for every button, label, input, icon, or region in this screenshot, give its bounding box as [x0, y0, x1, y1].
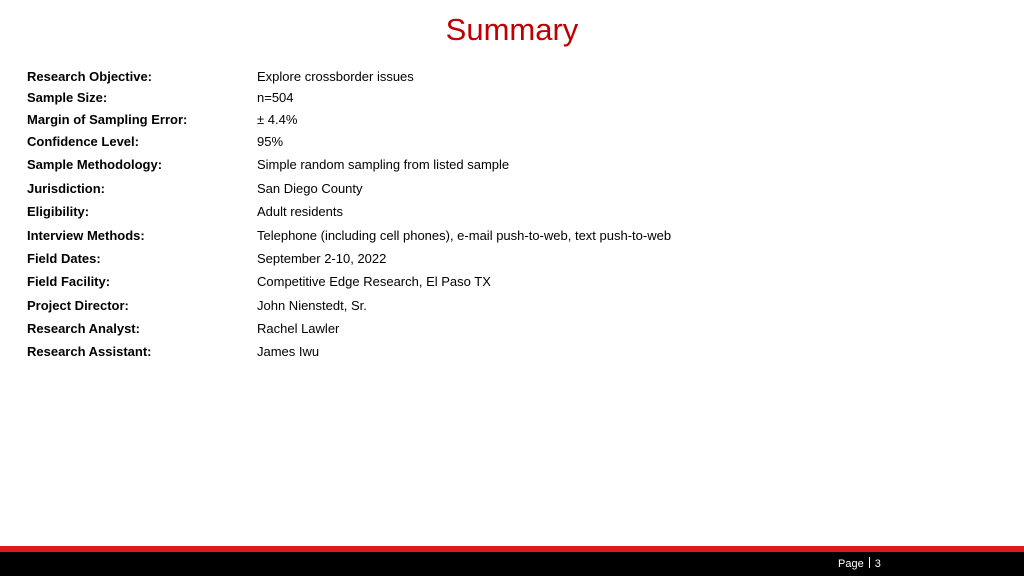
- summary-row: [27, 296, 987, 316]
- row-value: Telephone (including cell phones), e-mail push-to-web, text push-to-web: [257, 228, 672, 243]
- row-value: Competitive Edge Research, El Paso TX: [257, 274, 491, 289]
- summary-row: [27, 88, 987, 108]
- row-label: Field Dates:: [27, 251, 101, 266]
- row-value: San Diego County: [257, 181, 363, 196]
- summary-row: [27, 319, 987, 339]
- row-value: Rachel Lawler: [257, 321, 340, 336]
- row-value: September 2-10, 2022: [257, 251, 387, 266]
- page-separator: [869, 557, 870, 568]
- row-label: Sample Size:: [27, 90, 108, 105]
- row-value: Simple random sampling from listed sample: [257, 157, 510, 172]
- page-number-value: 3: [874, 558, 881, 570]
- summary-row: [27, 226, 987, 246]
- row-label: Field Facility:: [27, 274, 111, 289]
- page-label: Page: [838, 558, 864, 570]
- row-value: ± 4.4%: [257, 112, 298, 127]
- row-label: Research Objective:: [27, 69, 153, 84]
- summary-row: [27, 179, 987, 199]
- summary-row: [27, 202, 987, 222]
- summary-row: [27, 110, 987, 130]
- row-value: 95%: [257, 134, 284, 149]
- row-value: n=504: [257, 90, 294, 105]
- row-value: James Iwu: [257, 344, 320, 359]
- row-label: Research Analyst:: [27, 321, 140, 336]
- row-label: Jurisdiction:: [27, 181, 106, 196]
- row-label: Confidence Level:: [27, 134, 139, 149]
- row-value: Explore crossborder issues: [257, 69, 414, 84]
- summary-row: [27, 272, 987, 292]
- summary-row: [27, 155, 987, 175]
- row-label: Interview Methods:: [27, 228, 145, 243]
- row-value: John Nienstedt, Sr.: [257, 298, 367, 313]
- summary-row: [27, 342, 987, 362]
- summary-row: [27, 249, 987, 269]
- summary-row: [27, 132, 987, 152]
- row-label: Research Assistant:: [27, 344, 152, 359]
- row-label: Margin of Sampling Error:: [27, 112, 188, 127]
- row-label: Sample Methodology:: [27, 157, 163, 172]
- row-value: Adult residents: [257, 204, 343, 219]
- page-number: [838, 552, 881, 576]
- row-label: Eligibility:: [27, 204, 90, 219]
- row-label: Project Director:: [27, 298, 129, 313]
- page-title: Summary: [445, 12, 579, 47]
- summary-row: [27, 67, 987, 87]
